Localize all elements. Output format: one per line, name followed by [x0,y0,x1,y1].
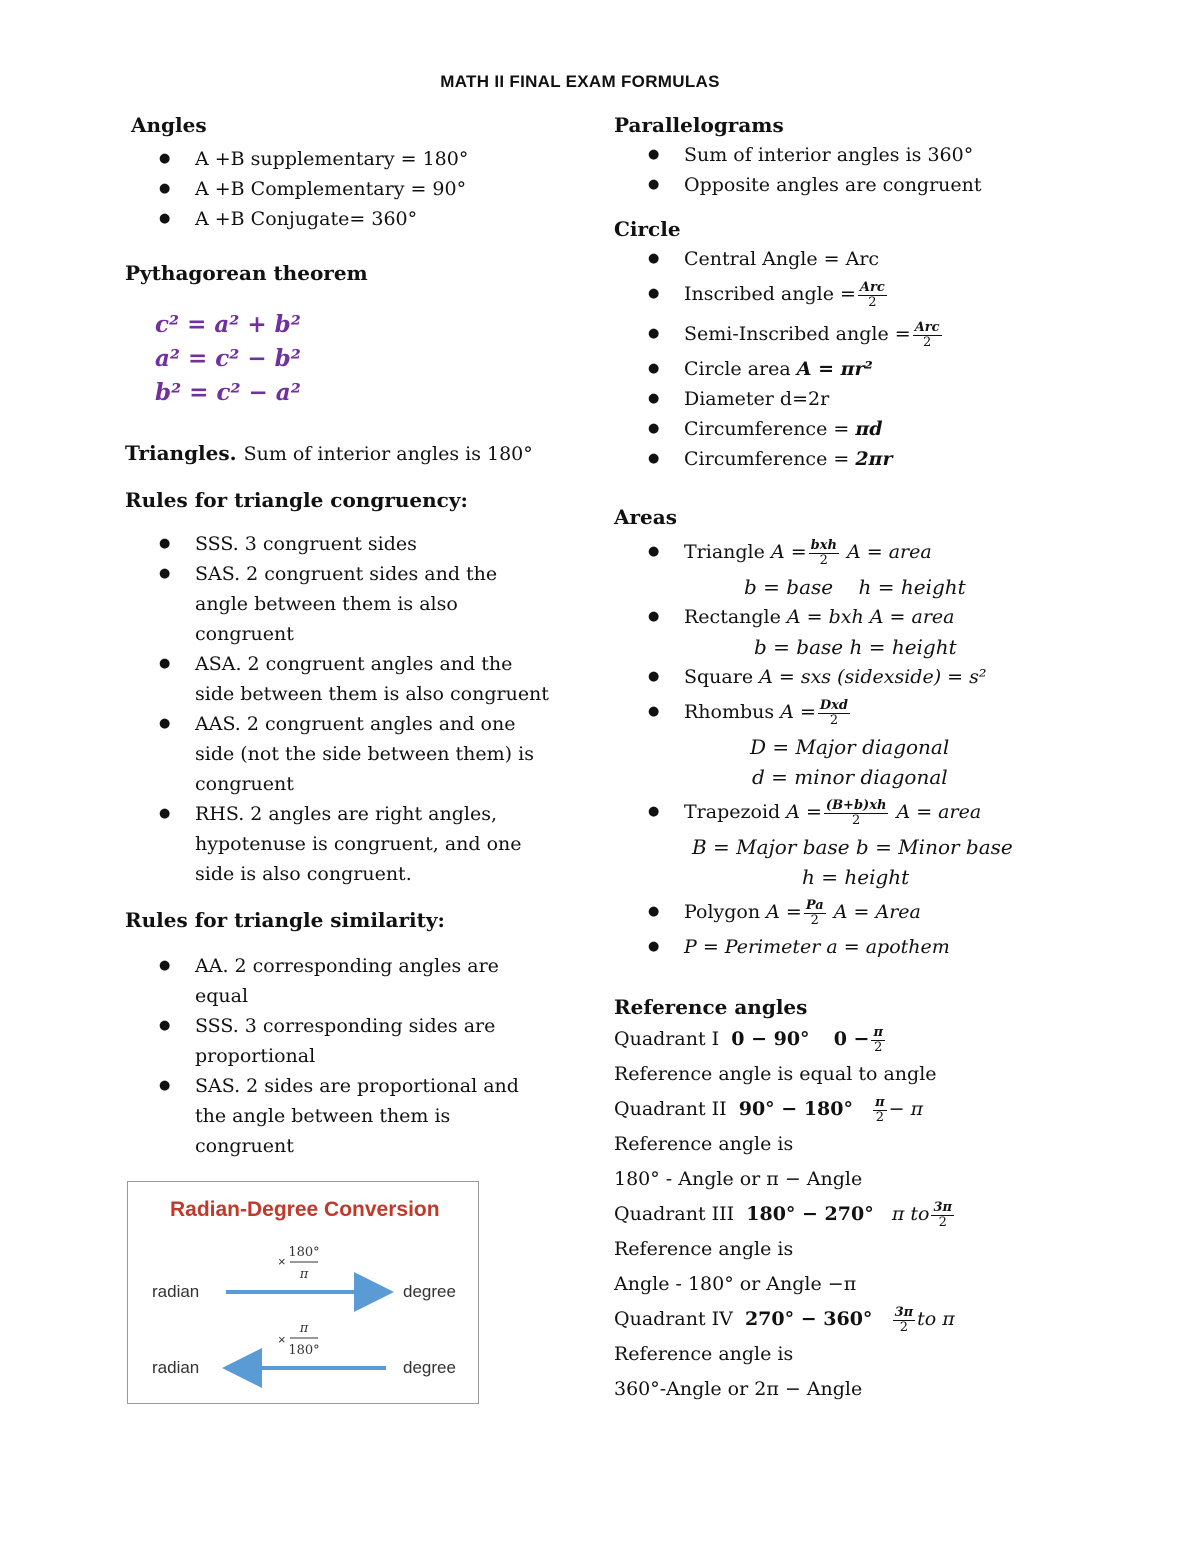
fraction-denominator: 2 [938,1214,947,1230]
formula-line: D = Major diagonal [750,735,950,759]
quadrant-label: Quadrant I [614,1028,720,1050]
fraction-denominator: 2 [829,712,839,728]
list-item [614,532,1064,602]
congruency-heading: Rules for triangle congruency: [125,488,468,512]
radian-range: π to [891,1203,930,1225]
formula: A = area [846,541,932,563]
fraction [858,281,887,310]
fraction [873,1096,887,1125]
radian-degree-diagram [128,1182,478,1403]
list-item: ● RHS. 2 angles are right angles, hypotenuse is congruent, and one side is also congruent. [125,799,555,889]
quadrant-4 [614,1302,1064,1337]
fraction-numerator: 3π [933,1199,953,1215]
right-column [614,110,1064,1407]
circle-heading: Circle [614,217,681,241]
item-label: Triangle [684,541,765,563]
fraction-denominator: π [299,1267,309,1282]
list-item: ● Sum of interior angles is 360° [614,140,1064,170]
fraction-numerator: π [873,1024,883,1040]
list-item: ● Diameter d=2r [614,384,1064,414]
formula: A = Area [833,901,921,923]
list-item [614,602,1064,662]
formula-line: d = minor diagonal [752,765,948,789]
formula-line: b = base h = height [754,635,957,659]
formula-line: h = height [802,865,910,889]
radian-range: 0 − [833,1028,870,1050]
formula: A = [786,801,822,823]
quadrant-1 [614,1022,1064,1057]
fraction-denominator: 2 [922,334,932,350]
reference-note: Angle - 180° or Angle −π [614,1273,857,1295]
item-label: Polygon [684,901,761,923]
radian-degree-figure [127,1181,479,1404]
left-column [125,110,555,1161]
list-item: ● SAS. 2 congruent sides and the angle between them is also congruent [125,559,555,649]
fraction-numerator: π [299,1321,309,1336]
list-item: ● ASA. 2 congruent angles and the side between them is also congruent [125,649,555,709]
page-title: MATH II FINAL EXAM FORMULAS [440,72,720,91]
circle-list [614,244,1064,474]
fraction-numerator: (B+b)xh [825,797,887,813]
formula: A = bxh A = area [786,606,955,628]
triangles-heading: Triangles. [125,441,237,465]
formula: A = πr² [796,358,873,380]
reference-note: Reference angle is [614,1133,794,1155]
item-label: Inscribed angle = [684,283,856,305]
list-item [614,892,1064,932]
list-item [614,314,1064,354]
item-label: Semi-Inscribed angle = [684,323,911,345]
fraction-denominator: 2 [874,1039,883,1055]
times-symbol: × [278,1332,286,1347]
areas-list [614,532,1064,962]
parallelograms-list [614,140,1064,200]
list-item [614,414,1064,444]
list-item [614,792,1064,892]
times-symbol: × [278,1254,286,1269]
formula: πd [855,418,883,440]
list-item: ● P = Perimeter a = apothem [614,932,1064,962]
list-item [614,354,1064,384]
degree-range: 180° − 270° [746,1203,874,1225]
list-item: ● AA. 2 corresponding angles are equal [125,951,555,1011]
formula-line: B = Major base b = Minor base [692,835,1013,859]
angles-list [125,144,555,234]
congruency-list [125,529,555,889]
reference-note: Reference angle is equal to angle [614,1063,937,1085]
list-item [614,274,1064,314]
radian-label: radian [152,1282,200,1301]
quadrant-3 [614,1197,1064,1232]
quadrant-2 [614,1092,1064,1127]
formula: b² = c² − a² [155,379,301,406]
formula: c² = a² + b² [155,311,301,338]
list-item: ● SSS. 3 corresponding sides are proportional [125,1011,555,1071]
list-item: ● SSS. 3 congruent sides [125,529,555,559]
list-item: ● Central Angle = Arc [614,244,1064,274]
item-label: Rectangle [684,606,781,628]
list-item: ● A +B supplementary = 180° [125,144,555,174]
list-item [614,662,1064,692]
list-item: ● Opposite angles are congruent [614,170,1064,200]
radian-label: radian [152,1358,200,1377]
fraction [804,899,826,928]
degree-range: 90° − 180° [738,1098,853,1120]
fraction [931,1201,954,1230]
fraction-numerator: Pa [805,897,824,913]
quadrant-label: Quadrant III [614,1203,735,1225]
fraction-denominator: 2 [899,1319,908,1335]
areas-heading: Areas [614,505,677,529]
similarity-heading: Rules for triangle similarity: [125,908,445,932]
list-item: ● SAS. 2 sides are proportional and the angle between them is congruent [125,1071,555,1161]
list-item: ● A +B Complementary = 90° [125,174,555,204]
list-item: ● AAS. 2 congruent angles and one side (not the side between them) is congruent [125,709,555,799]
formula: a² = c² − b² [155,345,301,372]
fraction-numerator: π [875,1094,885,1110]
fraction [824,799,888,828]
list-item [614,692,1064,792]
fraction-denominator: 2 [819,552,828,568]
list-item: ● A +B Conjugate= 360° [125,204,555,234]
fraction [871,1026,885,1055]
formula: A = area [896,801,982,823]
fraction-denominator: 2 [875,1109,885,1125]
radian-range: − π [888,1098,924,1120]
formula: A = [770,541,807,563]
fraction-denominator: 180° [288,1343,320,1358]
fraction-numerator: 3π [894,1304,914,1320]
parallelograms-heading: Parallelograms [614,113,784,137]
item-label: Circle area [684,358,791,380]
item-label: Trapezoid [684,801,781,823]
degree-label: degree [403,1282,456,1301]
fraction-numerator: Arc [914,319,940,335]
quadrant-label: Quadrant II [614,1098,727,1120]
formula: A = [766,901,802,923]
reference-note: Reference angle is [614,1343,794,1365]
degree-range: 270° − 360° [744,1308,873,1330]
item-label: Square [684,666,754,688]
reference-heading: Reference angles [614,995,808,1019]
fraction-denominator: 2 [810,912,819,928]
fraction [809,539,839,568]
fraction [893,1306,916,1335]
fraction-denominator: 2 [868,294,877,310]
reference-note: 360°-Angle or 2π − Angle [614,1378,863,1400]
angles-heading: Angles [131,113,207,137]
degree-label: degree [403,1358,456,1377]
fraction-numerator: bxh [810,537,837,553]
formula: A = [780,701,816,723]
item-label: Rhombus [684,701,775,723]
degree-range: 0 − 90° [731,1028,810,1050]
formula: 2πr [855,448,893,470]
triangles-line [125,438,555,469]
fraction-numerator: 180° [288,1245,320,1260]
fraction [818,699,850,728]
quadrant-label: Quadrant IV [614,1308,733,1330]
fraction-denominator: 2 [852,812,861,828]
fraction-numerator: Dxd [819,697,849,713]
triangles-text: Sum of interior angles is 180° [243,443,533,465]
similarity-list [125,951,555,1161]
radian-range: to π [917,1308,955,1330]
pythagorean-formulas [155,308,555,410]
item-label: Circumference = [684,418,850,440]
fraction [913,321,942,350]
reference-note: 180° - Angle or π − Angle [614,1168,863,1190]
figure-title: Radian-Degree Conversion [170,1198,440,1221]
formula-line: b = base h = height [744,575,966,599]
list-item [614,444,1064,474]
fraction-numerator: Arc [859,279,885,295]
pythagorean-heading: Pythagorean theorem [125,261,368,285]
item-label: Circumference = [684,448,850,470]
formula: A = sxs (sidexside) = s² [759,666,987,688]
reference-note: Reference angle is [614,1238,794,1260]
